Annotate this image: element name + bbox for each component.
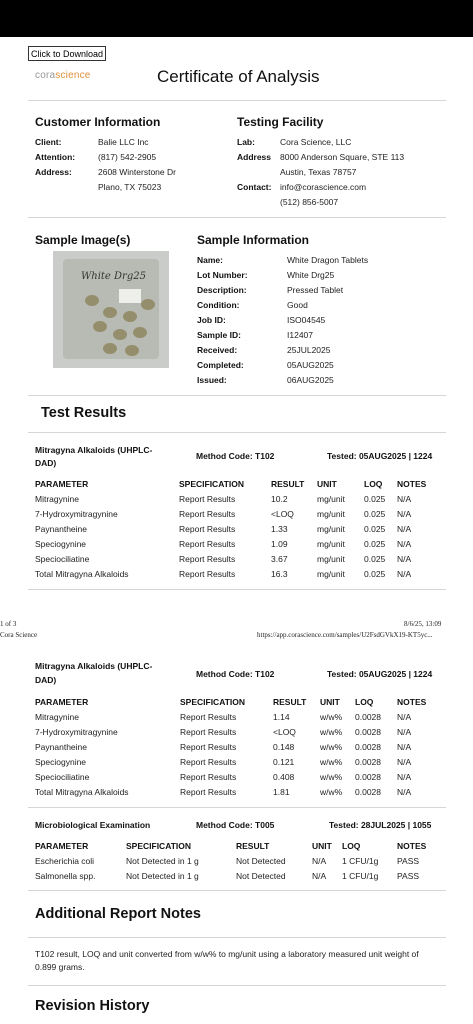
table1-tested: Tested: 05AUG2025 | 1224 xyxy=(327,451,433,461)
cora-science-logo xyxy=(35,70,97,86)
table-cell: 1.81 xyxy=(273,787,290,797)
table-cell: N/A xyxy=(397,539,412,549)
table-cell: N/A xyxy=(397,712,412,722)
table-cell: 0.408 xyxy=(273,772,295,782)
table-cell: Salmonella spp. xyxy=(35,871,96,881)
table-cell: 16.3 xyxy=(271,569,288,579)
page-title: Certificate of Analysis xyxy=(157,67,320,86)
table-cell: mg/unit xyxy=(317,494,345,504)
table-cell: N/A xyxy=(397,569,412,579)
table-cell: N/A xyxy=(397,757,412,767)
client-label: Client: xyxy=(35,137,62,147)
table-cell: Total Mitragyna Alkaloids xyxy=(35,569,129,579)
table-cell: w/w% xyxy=(320,757,343,767)
column-header: LOQ xyxy=(364,479,383,489)
table-cell: Report Results xyxy=(180,712,237,722)
table-cell: Escherichia coli xyxy=(35,856,95,866)
tablet xyxy=(133,327,147,338)
table-cell: 10.2 xyxy=(271,494,288,504)
facility-address-line2: Austin, Texas 78757 xyxy=(280,167,357,177)
tablet xyxy=(113,329,127,340)
logo-text-cora: cora xyxy=(35,70,56,81)
divider xyxy=(28,432,446,433)
table-cell: Mitragynine xyxy=(35,494,79,504)
table-cell: Not Detected xyxy=(236,856,286,866)
divider xyxy=(28,890,446,891)
table-cell: N/A xyxy=(397,772,412,782)
sample-info-value: 06AUG2025 xyxy=(287,375,334,385)
sample-info-label: Received: xyxy=(197,345,238,355)
table-cell: 1.09 xyxy=(271,539,288,549)
column-header: RESULT xyxy=(271,479,305,489)
table-cell: 1 CFU/1g xyxy=(342,871,379,881)
sample-info-label: Lot Number: xyxy=(197,270,248,280)
column-header: UNIT xyxy=(320,697,340,707)
tablet xyxy=(103,307,117,318)
column-header: PARAMETER xyxy=(35,841,89,851)
table-cell: N/A xyxy=(397,787,412,797)
customer-heading: Customer Information xyxy=(35,115,161,129)
sample-info-value: 05AUG2025 xyxy=(287,360,334,370)
table-cell: N/A xyxy=(397,509,412,519)
table2-title-line1: Mitragyna Alkaloids (UHPLC- xyxy=(35,661,153,671)
divider xyxy=(28,985,446,986)
notes-heading: Additional Report Notes xyxy=(35,906,201,922)
table-cell: Report Results xyxy=(180,742,237,752)
column-header: LOQ xyxy=(342,841,361,851)
table-cell: mg/unit xyxy=(317,569,345,579)
table-cell: 7-Hydroxymitragynine xyxy=(35,727,118,737)
table-cell: 1 CFU/1g xyxy=(342,856,379,866)
table-cell: Report Results xyxy=(180,787,237,797)
table-cell: PASS xyxy=(397,871,420,881)
attention-label: Attention: xyxy=(35,152,76,162)
table3-title: Microbiological Examination xyxy=(35,820,151,830)
customer-address-line1: 2608 Winterstone Dr xyxy=(98,167,176,177)
table-cell: 0.0028 xyxy=(355,772,381,782)
table-cell: w/w% xyxy=(320,772,343,782)
column-header: NOTES xyxy=(397,697,427,707)
column-header: RESULT xyxy=(236,841,270,851)
sample-info-label: Completed: xyxy=(197,360,244,370)
table-cell: Speciociliatine xyxy=(35,554,90,564)
table1-title-line1: Mitragyna Alkaloids (UHPLC- xyxy=(35,445,153,455)
table-cell: Total Mitragyna Alkaloids xyxy=(35,787,129,797)
table-cell: Report Results xyxy=(179,539,236,549)
print-datetime: 8/6/25, 13:09 xyxy=(404,620,442,628)
bag-label-tab xyxy=(119,289,141,303)
table-cell: Not Detected in 1 g xyxy=(126,856,199,866)
table-cell: w/w% xyxy=(320,742,343,752)
sample-info-value: ISO04545 xyxy=(287,315,326,325)
column-header: NOTES xyxy=(397,841,427,851)
table-cell: PASS xyxy=(397,856,420,866)
column-header: SPECIFICATION xyxy=(179,479,245,489)
table-cell: Report Results xyxy=(179,554,236,564)
lab-label: Lab: xyxy=(237,137,255,147)
print-page-number: 1 of 3 xyxy=(0,620,17,628)
table-cell: mg/unit xyxy=(317,524,345,534)
column-header: PARAMETER xyxy=(35,479,89,489)
table-cell: 0.121 xyxy=(273,757,295,767)
table-cell: 0.025 xyxy=(364,494,386,504)
divider xyxy=(28,589,446,590)
table-cell: Report Results xyxy=(179,509,236,519)
divider xyxy=(28,395,446,396)
contact-phone: (512) 856-5007 xyxy=(280,197,339,207)
download-button[interactable]: Click to Download xyxy=(28,46,106,61)
lab-value: Cora Science, LLC xyxy=(280,137,352,147)
table-cell: Not Detected xyxy=(236,871,286,881)
table-cell: <LOQ xyxy=(273,727,296,737)
tablet xyxy=(141,299,155,310)
tablet xyxy=(123,311,137,322)
table-cell: N/A xyxy=(397,554,412,564)
sample-info-label: Issued: xyxy=(197,375,227,385)
attention-value: (817) 542-2905 xyxy=(98,152,157,162)
sample-info-value: I12407 xyxy=(287,330,313,340)
table-cell: 0.0028 xyxy=(355,787,381,797)
column-header: LOQ xyxy=(355,697,374,707)
table3-tested: Tested: 28JUL2025 | 1055 xyxy=(329,820,432,830)
logo-text-science: science xyxy=(55,70,91,81)
table-cell: N/A xyxy=(397,742,412,752)
contact-label: Contact: xyxy=(237,182,272,192)
sample-info-value: Pressed Tablet xyxy=(287,285,344,295)
column-header: PARAMETER xyxy=(35,697,89,707)
table-cell: 0.0028 xyxy=(355,727,381,737)
test-results-heading: Test Results xyxy=(41,405,127,421)
table-cell: Speciociliatine xyxy=(35,772,90,782)
table-cell: 0.025 xyxy=(364,539,386,549)
sample-info-heading: Sample Information xyxy=(197,233,310,247)
facility-address-label: Address xyxy=(237,152,272,162)
table-cell: Report Results xyxy=(180,772,237,782)
table2-method: Method Code: T102 xyxy=(196,669,275,679)
sample-info-label: Description: xyxy=(197,285,247,295)
column-header: NOTES xyxy=(397,479,427,489)
customer-address-label: Address: xyxy=(35,167,72,177)
table-cell: Speciogynine xyxy=(35,757,87,767)
table-cell: 0.025 xyxy=(364,554,386,564)
divider xyxy=(28,217,446,218)
table-cell: Not Detected in 1 g xyxy=(126,871,199,881)
table-cell: 1.33 xyxy=(271,524,288,534)
sample-info-label: Name: xyxy=(197,255,223,265)
column-header: UNIT xyxy=(312,841,332,851)
facility-address-line1: 8000 Anderson Square, STE 113 xyxy=(280,152,405,162)
table-cell: 0.0028 xyxy=(355,757,381,767)
table-cell: Paynantheine xyxy=(35,742,87,752)
table-cell: 0.025 xyxy=(364,569,386,579)
tablet xyxy=(93,321,107,332)
sample-bag xyxy=(63,259,159,359)
table-cell: <LOQ xyxy=(271,509,294,519)
table-cell: w/w% xyxy=(320,712,343,722)
table-cell: 0.148 xyxy=(273,742,295,752)
table2-tested: Tested: 05AUG2025 | 1224 xyxy=(327,669,433,679)
table-cell: 0.0028 xyxy=(355,742,381,752)
table-cell: mg/unit xyxy=(317,539,345,549)
divider xyxy=(28,807,446,808)
contact-email[interactable]: info@corascience.com xyxy=(280,182,367,192)
table-cell: Report Results xyxy=(180,757,237,767)
table-cell: 3.67 xyxy=(271,554,288,564)
tablet xyxy=(85,295,99,306)
table-cell: N/A xyxy=(397,727,412,737)
sample-info-label: Sample ID: xyxy=(197,330,241,340)
table-cell: w/w% xyxy=(320,727,343,737)
table-cell: 0.025 xyxy=(364,509,386,519)
table-cell: w/w% xyxy=(320,787,343,797)
table-cell: N/A xyxy=(397,494,412,504)
table-cell: 7-Hydroxymitragynine xyxy=(35,509,118,519)
notes-text: T102 result, LOQ and unit converted from w/w% to mg/unit using a laboratory measured unit weight of 0.899 grams. xyxy=(35,949,419,972)
customer-address-line2: Plano, TX 75023 xyxy=(98,182,162,192)
client-value: Balie LLC Inc xyxy=(98,137,149,147)
top-black-bar xyxy=(0,0,473,37)
table-cell: Paynantheine xyxy=(35,524,87,534)
tablet xyxy=(125,345,139,356)
revision-heading: Revision History xyxy=(35,998,150,1014)
table-cell: Report Results xyxy=(179,524,236,534)
print-url: https://app.corascience.com/samples/U2FsdGVkX19-KT5yc... xyxy=(257,631,433,639)
column-header: RESULT xyxy=(273,697,307,707)
column-header: UNIT xyxy=(317,479,337,489)
table-cell: Report Results xyxy=(179,569,236,579)
sample-info-label: Job ID: xyxy=(197,315,226,325)
column-header: SPECIFICATION xyxy=(180,697,246,707)
table1-title-line2: DAD) xyxy=(35,458,57,468)
table-cell: N/A xyxy=(397,524,412,534)
bag-handwriting: White Drg25 xyxy=(81,271,146,282)
sample-info-label: Condition: xyxy=(197,300,240,310)
sample-photo xyxy=(53,251,169,368)
sample-info-value: Good xyxy=(287,300,308,310)
table-cell: 0.0028 xyxy=(355,712,381,722)
table-cell: N/A xyxy=(312,871,327,881)
tablet xyxy=(103,343,117,354)
table-cell: Report Results xyxy=(180,727,237,737)
table-cell: Mitragynine xyxy=(35,712,79,722)
print-site-name: Cora Science xyxy=(0,631,38,639)
table-cell: mg/unit xyxy=(317,509,345,519)
column-header: SPECIFICATION xyxy=(126,841,192,851)
table-cell: N/A xyxy=(312,856,327,866)
table-cell: mg/unit xyxy=(317,554,345,564)
table-cell: Report Results xyxy=(179,494,236,504)
table1-method: Method Code: T102 xyxy=(196,451,275,461)
divider xyxy=(28,100,446,101)
divider xyxy=(28,937,446,938)
table-cell: Speciogynine xyxy=(35,539,87,549)
table2-title-line2: DAD) xyxy=(35,675,57,685)
facility-heading: Testing Facility xyxy=(237,115,324,129)
sample-info-value: 25JUL2025 xyxy=(287,345,331,355)
sample-info-value: White Drg25 xyxy=(287,270,335,280)
table3-method: Method Code: T005 xyxy=(196,820,275,830)
sample-info-value: White Dragon Tablets xyxy=(287,255,369,265)
table-cell: 1.14 xyxy=(273,712,290,722)
table-cell: 0.025 xyxy=(364,524,386,534)
sample-image-heading: Sample Image(s) xyxy=(35,233,131,247)
